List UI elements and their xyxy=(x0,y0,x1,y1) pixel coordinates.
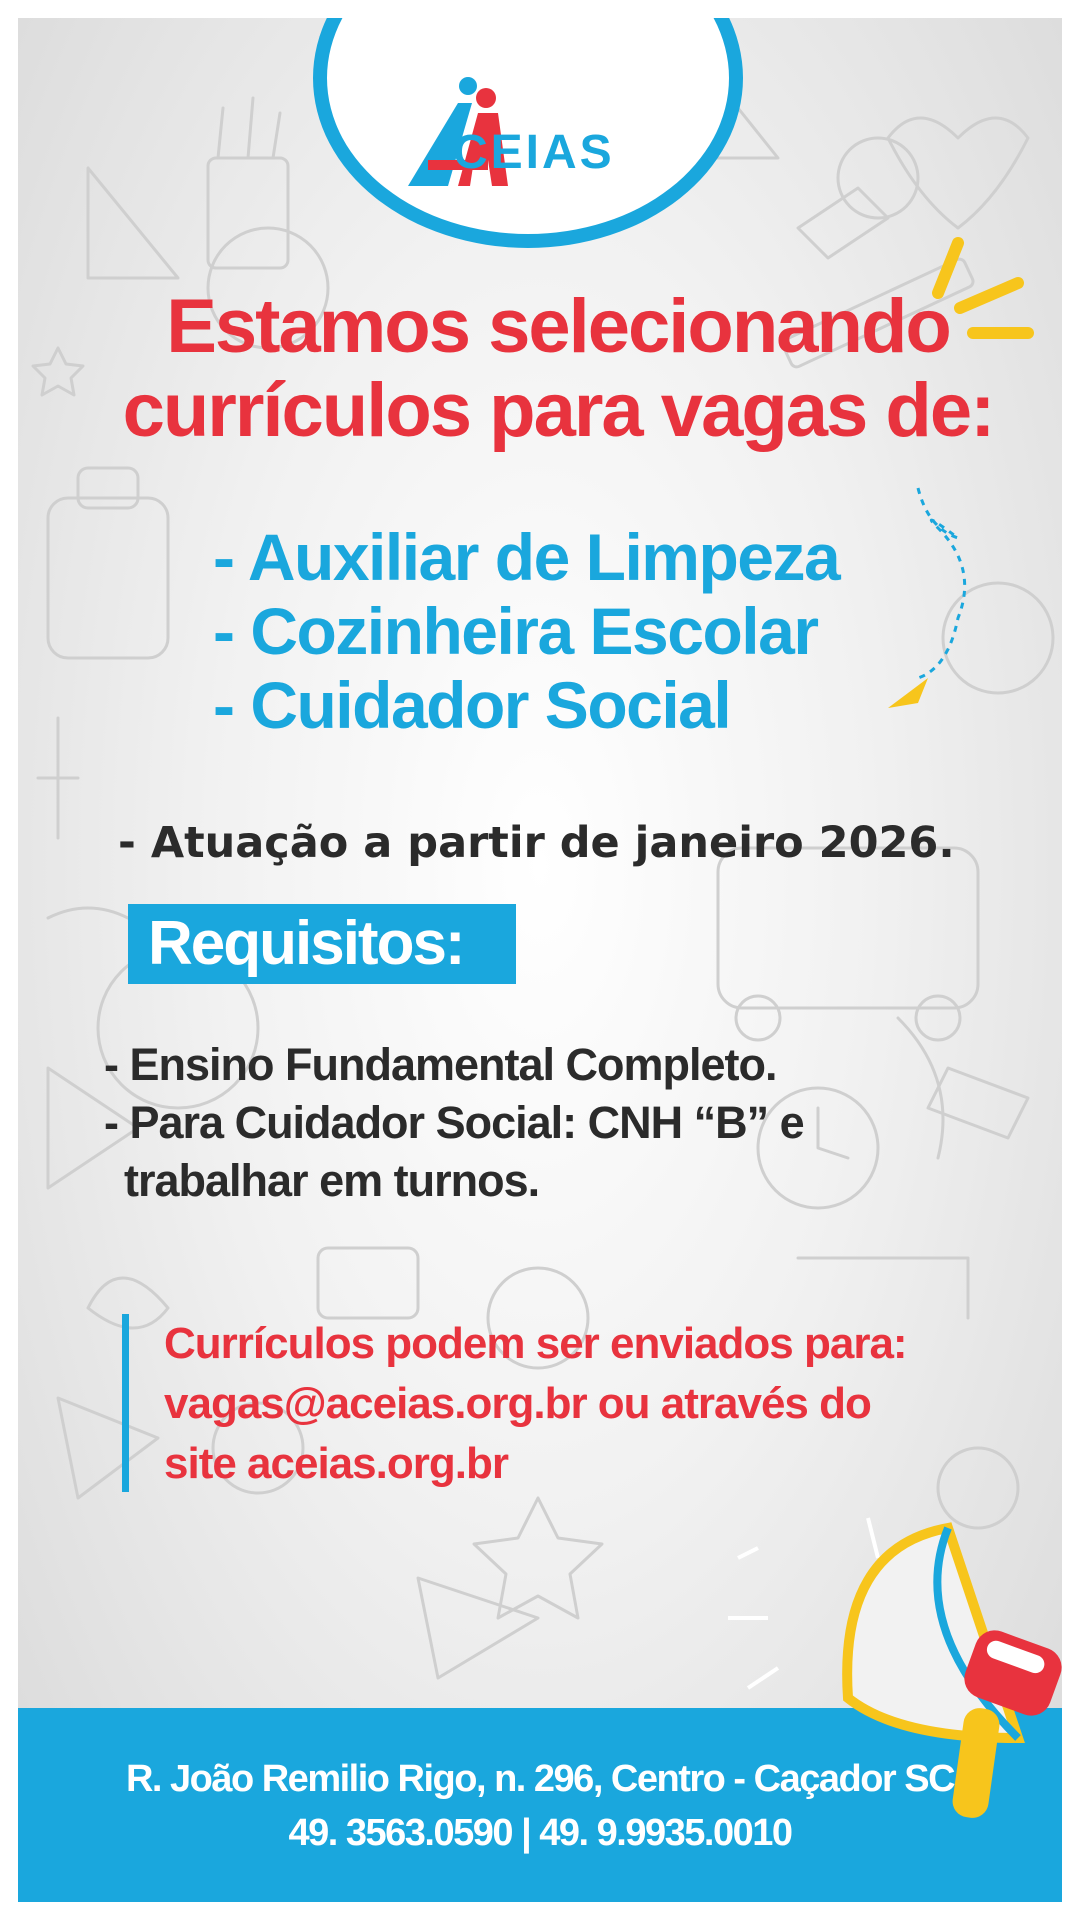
start-date-note: - Atuação a partir de janeiro 2026. xyxy=(118,818,955,868)
footer-phones: 49. 3563.0590 | 49. 9.9935.0010 xyxy=(288,1812,792,1854)
paper-plane-icon xyxy=(888,478,1028,738)
megaphone-icon xyxy=(718,1488,1062,1818)
contact-accent-bar xyxy=(122,1314,129,1492)
footer-address: R. João Remilio Rigo, n. 296, Centro - Caçador SC xyxy=(125,1758,955,1800)
contact-line: vagas@aceias.org.br ou através do xyxy=(164,1379,871,1428)
requirement-item: trabalhar em turnos. xyxy=(124,1155,540,1206)
logo-text: CEIAS xyxy=(453,126,615,179)
poster xyxy=(18,18,1062,1902)
headline-line-1: Estamos selecionando xyxy=(166,284,950,369)
requirements-label: Requisitos: xyxy=(148,909,464,978)
requirement-item: - Para Cuidador Social: CNH “B” e xyxy=(104,1097,804,1148)
headline-line-2: currículos para vagas de: xyxy=(122,368,994,453)
job-item: - Auxiliar de Limpeza xyxy=(213,520,840,594)
job-item: - Cuidador Social xyxy=(213,668,731,742)
requirement-item: - Ensino Fundamental Completo. xyxy=(104,1039,777,1090)
contact-line: Currículos podem ser enviados para: xyxy=(164,1319,907,1368)
contact-line: site aceias.org.br xyxy=(164,1439,508,1488)
job-item: - Cozinheira Escolar xyxy=(213,594,818,668)
